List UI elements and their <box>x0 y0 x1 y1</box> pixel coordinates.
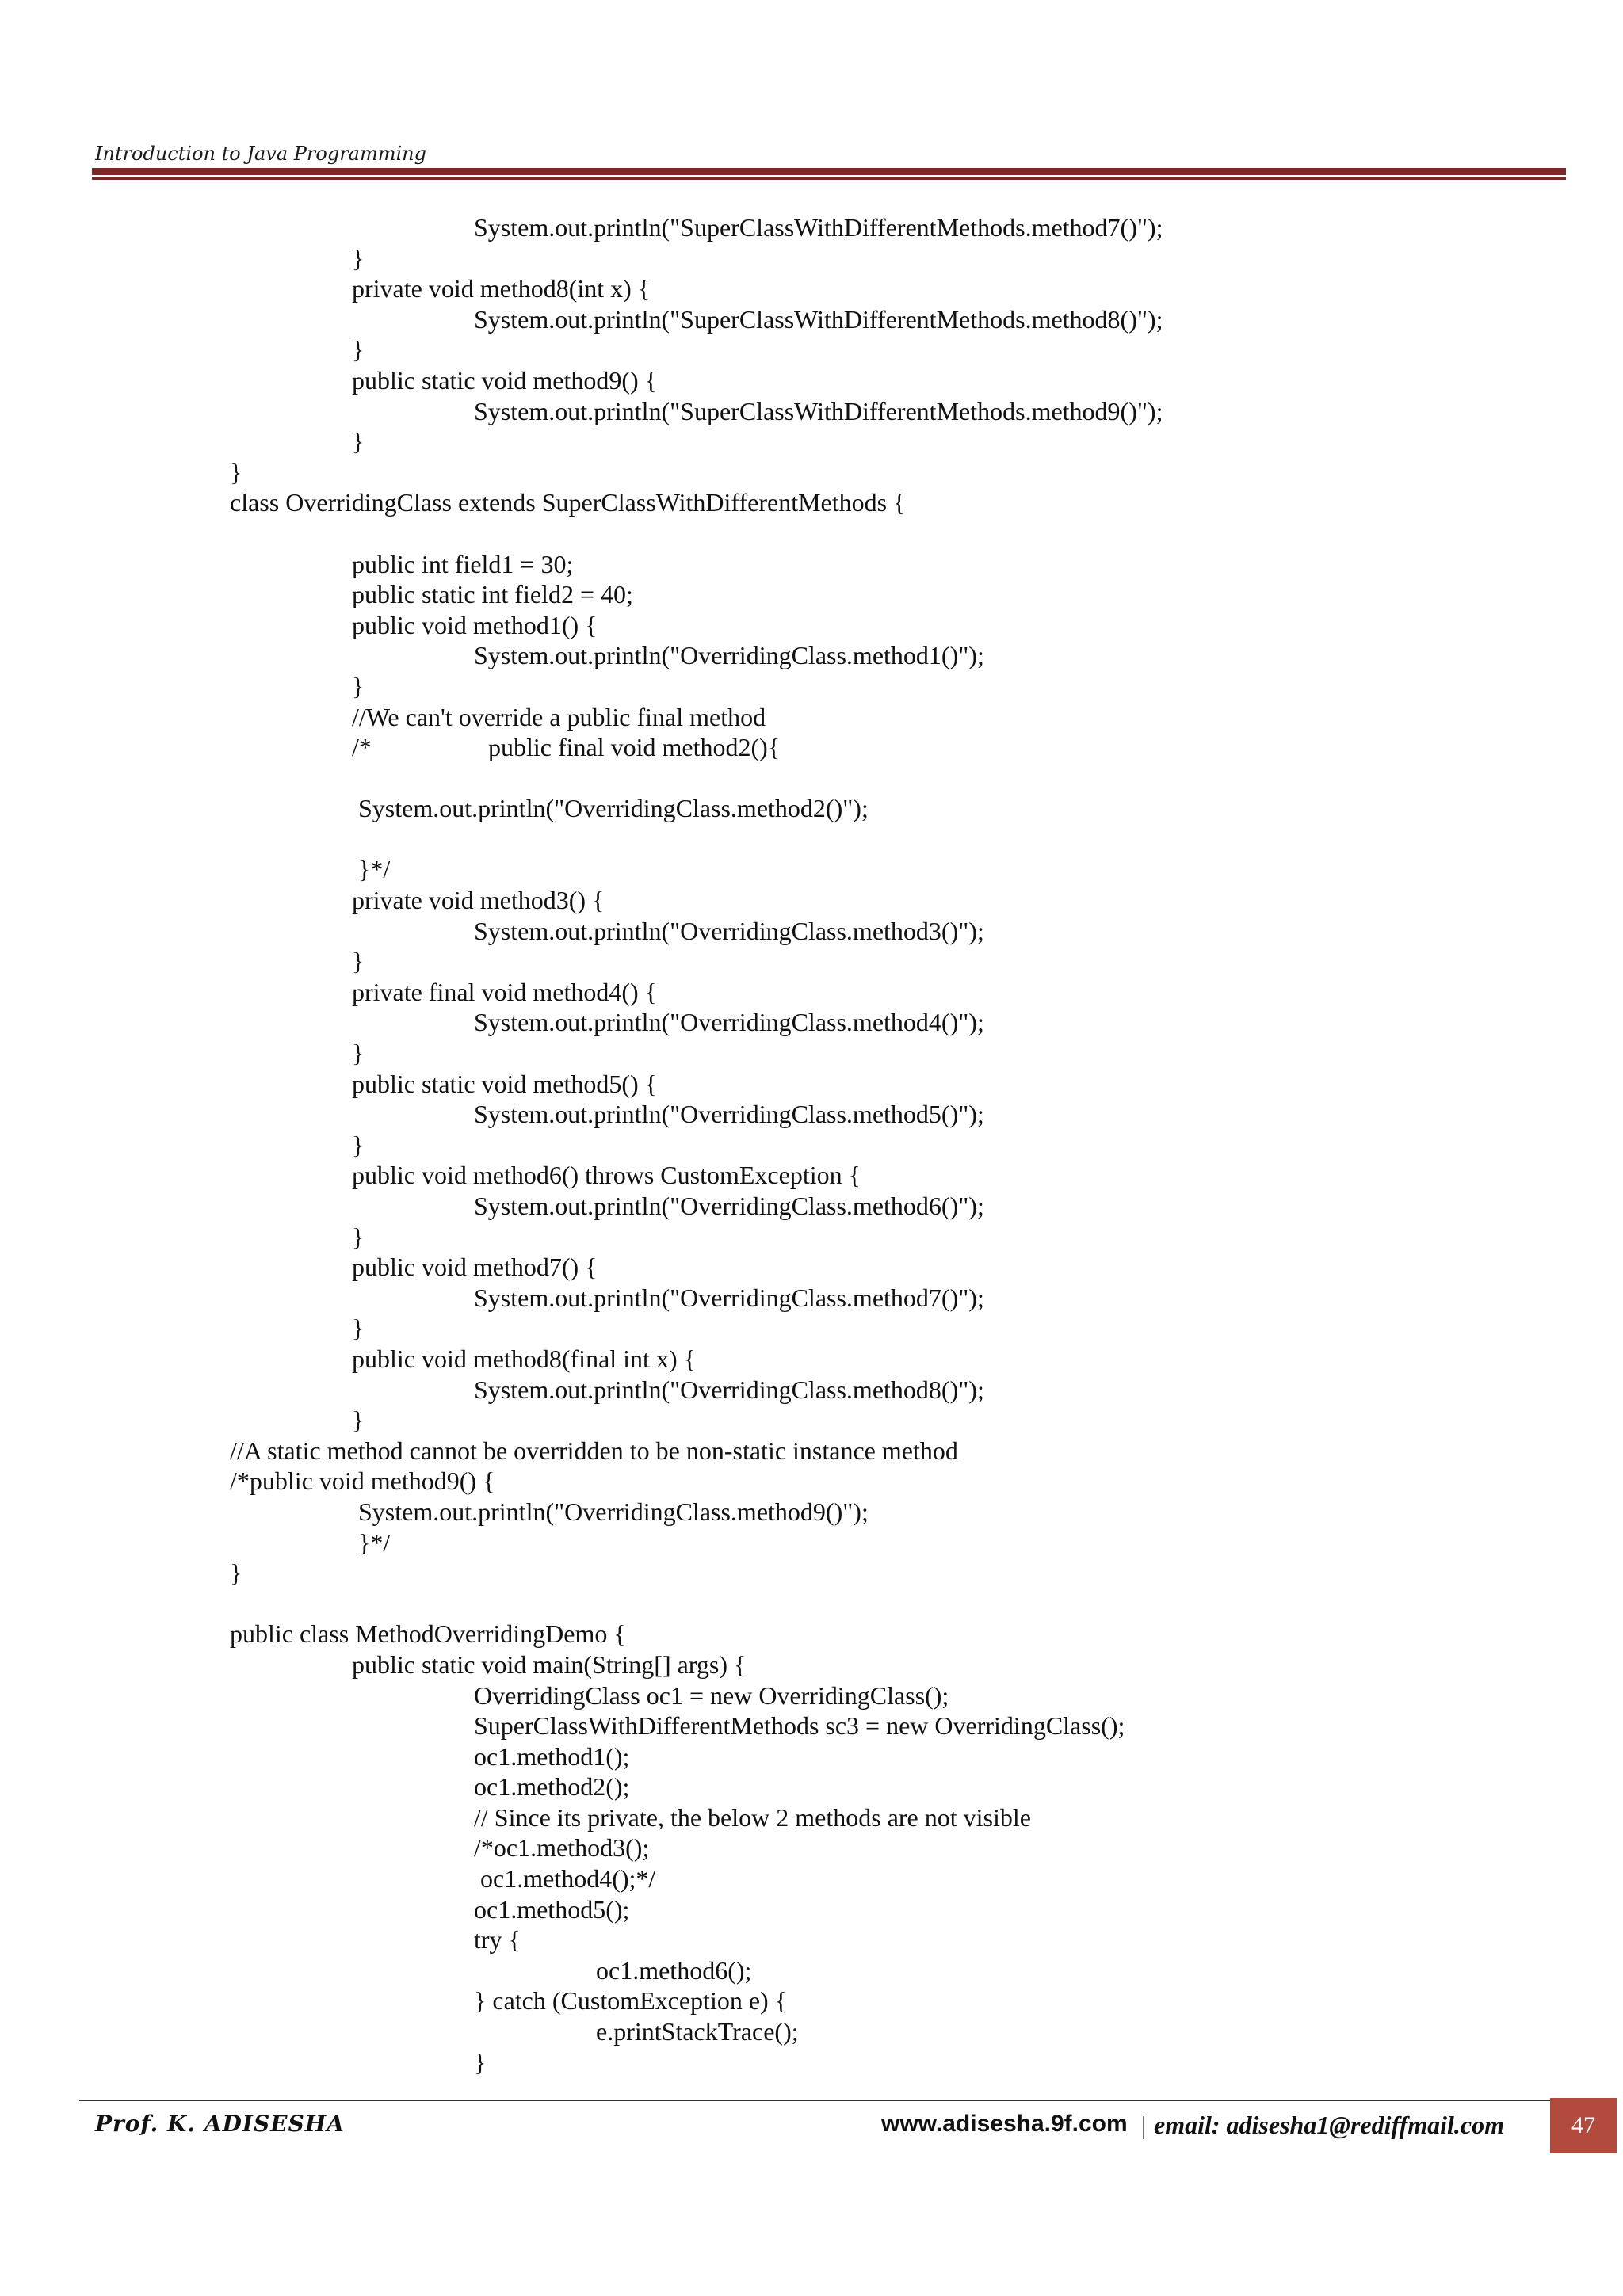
code-text: } <box>230 457 242 486</box>
code-line <box>0 1772 1623 1802</box>
footer-website: www.adisesha.9f.com <box>881 2111 1128 2137</box>
code-text: System.out.println("SuperClassWithDifferentMethods.method8()"); <box>474 304 1163 334</box>
code-text: }*/ <box>352 1527 391 1557</box>
code-line <box>0 549 1623 580</box>
code-line <box>0 885 1623 916</box>
code-text: e.printStackTrace(); <box>596 2017 799 2046</box>
code-line <box>0 1069 1623 1100</box>
code-line <box>0 304 1623 335</box>
code-line <box>0 1955 1623 1986</box>
code-text: public void method6() throws CustomException { <box>352 1161 861 1190</box>
code-line <box>0 1160 1623 1191</box>
code-line <box>0 1436 1623 1466</box>
code-text: private void method8(int x) { <box>352 274 651 303</box>
code-text: System.out.println("OverridingClass.method5()"); <box>474 1100 984 1129</box>
header-rule <box>92 168 1566 175</box>
code-text: System.out.println("OverridingClass.method8()"); <box>474 1375 984 1404</box>
page-number: 47 <box>1571 2112 1595 2138</box>
code-text-tabbed: public final void method2(){ <box>488 733 781 762</box>
code-text: oc1.method5(); <box>474 1894 630 1924</box>
code-text: /*public void method9() { <box>230 1466 495 1496</box>
code-text: try { <box>474 1925 521 1955</box>
code-text: } <box>352 1222 365 1251</box>
code-line <box>0 640 1623 671</box>
code-text: public static void method9() { <box>352 365 658 395</box>
code-line <box>0 212 1623 243</box>
code-text: } <box>352 671 365 700</box>
code-line <box>0 1527 1623 1558</box>
code-line <box>0 426 1623 457</box>
code-line <box>0 1589 1623 1619</box>
code-text: } <box>352 1039 365 1068</box>
code-line <box>0 1894 1623 1925</box>
code-line <box>0 2016 1623 2047</box>
code-text: System.out.println("OverridingClass.method7()"); <box>474 1283 984 1312</box>
code-line <box>0 457 1623 488</box>
code-text: public void method1() { <box>352 610 598 639</box>
code-line <box>0 2047 1623 2078</box>
code-line <box>0 1833 1623 1863</box>
code-line <box>0 1191 1623 1222</box>
footer-author: Prof. K. ADISESHA <box>95 2111 345 2137</box>
header-rule-thin <box>92 177 1566 180</box>
code-text: class OverridingClass extends SuperClassWithDifferentMethods { <box>230 488 906 517</box>
code-text: System.out.println("OverridingClass.method9()"); <box>352 1497 869 1526</box>
code-line <box>0 732 1623 763</box>
code-text: } <box>352 1130 365 1159</box>
code-line <box>0 977 1623 1008</box>
code-text: } <box>352 1405 365 1435</box>
code-line <box>0 1924 1623 1955</box>
code-text: } <box>474 2047 487 2077</box>
code-text: System.out.println("OverridingClass.method2()"); <box>352 794 869 823</box>
code-line <box>0 1711 1623 1741</box>
code-line <box>0 610 1623 641</box>
code-text: //We can't override a public final method <box>352 702 766 731</box>
code-text: private void method3() { <box>352 886 605 915</box>
code-line <box>0 1007 1623 1038</box>
code-line <box>0 273 1623 304</box>
code-text: public void method8(final int x) { <box>352 1344 696 1373</box>
code-line <box>0 916 1623 947</box>
code-line <box>0 1497 1623 1527</box>
code-line <box>0 1130 1623 1161</box>
code-text: System.out.println("SuperClassWithDifferentMethods.method9()"); <box>474 396 1163 425</box>
code-text: public class MethodOverridingDemo { <box>230 1619 626 1649</box>
footer-separator: | <box>1141 2111 1147 2139</box>
code-line <box>0 243 1623 274</box>
code-line <box>0 824 1623 855</box>
code-line <box>0 671 1623 702</box>
code-line <box>0 1375 1623 1405</box>
code-line <box>0 396 1623 427</box>
code-line <box>0 1741 1623 1772</box>
footer-email: email: adisesha1@rediffmail.com <box>1154 2111 1504 2139</box>
code-text: OverridingClass oc1 = new OverridingClass(); <box>474 1680 949 1710</box>
code-text: } <box>352 243 365 273</box>
code-line <box>0 1558 1623 1589</box>
code-text: public void method7() { <box>352 1253 598 1282</box>
code-text: } <box>230 1558 242 1588</box>
code-line <box>0 1038 1623 1069</box>
code-text: } <box>352 947 365 976</box>
code-line <box>0 1466 1623 1497</box>
page-number-badge <box>1550 2098 1617 2153</box>
code-text: oc1.method1(); <box>474 1741 630 1771</box>
code-line <box>0 1313 1623 1344</box>
code-listing <box>0 212 1623 2077</box>
code-text: System.out.println("OverridingClass.method6()"); <box>474 1192 984 1220</box>
code-line <box>0 1680 1623 1711</box>
code-line <box>0 854 1623 885</box>
code-text: System.out.println("OverridingClass.method1()"); <box>474 641 984 670</box>
code-line <box>0 702 1623 733</box>
code-line <box>0 1344 1623 1375</box>
code-text: System.out.println("OverridingClass.method3()"); <box>474 916 984 945</box>
code-line <box>0 365 1623 396</box>
code-text: public static int field2 = 40; <box>352 580 633 609</box>
code-line <box>0 334 1623 365</box>
code-text: /*oc1.method3(); <box>474 1833 650 1863</box>
code-line <box>0 1650 1623 1680</box>
code-text: }*/ <box>352 855 391 884</box>
code-line <box>0 1099 1623 1130</box>
code-text: //A static method cannot be overridden to be non-static instance method <box>230 1436 958 1465</box>
code-text: private final void method4() { <box>352 977 658 1006</box>
code-line <box>0 518 1623 549</box>
code-text: System.out.println("SuperClassWithDifferentMethods.method7()"); <box>474 213 1163 242</box>
code-line <box>0 763 1623 794</box>
code-line <box>0 1222 1623 1253</box>
code-text: public int field1 = 30; <box>352 549 574 578</box>
code-text: SuperClassWithDifferentMethods sc3 = new OverridingClass(); <box>474 1711 1125 1741</box>
code-text: /* <box>352 733 372 762</box>
code-text: } <box>352 335 365 364</box>
footer-rule <box>79 2100 1566 2101</box>
code-line <box>0 793 1623 824</box>
code-line <box>0 579 1623 610</box>
code-line <box>0 1619 1623 1650</box>
code-line <box>0 1283 1623 1314</box>
code-text: System.out.println("OverridingClass.method4()"); <box>474 1008 984 1037</box>
code-line <box>0 1985 1623 2016</box>
header-title: Introduction to Java Programming <box>95 143 426 165</box>
code-line <box>0 1252 1623 1283</box>
code-text: public static void method5() { <box>352 1069 658 1098</box>
code-text: oc1.method2(); <box>474 1772 630 1802</box>
code-line <box>0 1802 1623 1833</box>
code-line <box>0 946 1623 977</box>
code-text: oc1.method6(); <box>596 1955 752 1985</box>
code-line <box>0 487 1623 518</box>
code-text: } catch (CustomException e) { <box>474 1986 788 2016</box>
code-text: oc1.method4();*/ <box>474 1864 656 1894</box>
code-text: } <box>352 1314 365 1343</box>
code-line <box>0 1863 1623 1894</box>
code-text: } <box>352 427 365 456</box>
code-text: public static void main(String[] args) { <box>352 1650 747 1679</box>
code-text: // Since its private, the below 2 methods are not visible <box>474 1802 1031 1832</box>
code-line <box>0 1405 1623 1436</box>
